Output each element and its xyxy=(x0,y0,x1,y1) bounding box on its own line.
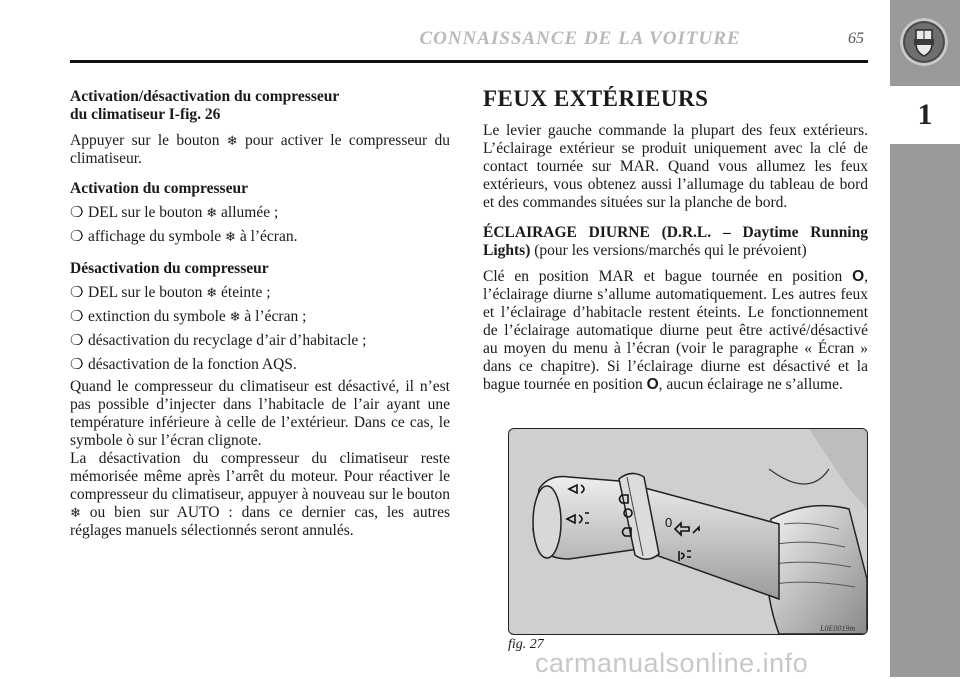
bullet-icon: ❍ xyxy=(70,333,84,349)
bullet-icon: ❍ xyxy=(70,205,84,221)
lever-mark: 0 xyxy=(665,515,673,530)
chapter-sidebar xyxy=(890,0,960,677)
snowflake-icon: ❄ xyxy=(226,133,238,148)
text: , l’éclairage diurne s’allume automatiquement. Les autres feux et l’éclairage d’habitacle restent éteints. Le fonctionnement de l’éclairage automatique diurne peut être activé/désactivé au moyen du menu à l’écran (voir le paragraphe « Écran » dans ce chapitre). Si l’éclairage diurne est désactivé et la bague tournée en position xyxy=(483,268,868,393)
snowflake-icon: ❄ xyxy=(229,309,241,324)
light-stalk-illustration xyxy=(509,429,867,634)
text: à l’écran ; xyxy=(244,308,307,325)
right-column xyxy=(483,88,868,406)
text: , aucun éclairage ne s’allume. xyxy=(658,376,843,393)
subheading-note: (pour les versions/marchés qui le prévoient) xyxy=(534,242,807,259)
text: Clé en position MAR et bague tournée en position xyxy=(483,268,843,285)
text: à l’écran. xyxy=(239,228,298,245)
snowflake-icon: ❄ xyxy=(206,205,218,220)
text: désactivation de la fonction AQS. xyxy=(88,356,297,373)
bullet-icon: ❍ xyxy=(70,229,84,245)
chapter-tab[interactable]: 1 xyxy=(890,86,960,144)
text: Appuyer sur le bouton xyxy=(70,132,220,149)
bullet-icon: ❍ xyxy=(70,285,84,301)
position-o-icon: O xyxy=(852,268,865,285)
snowflake-icon: ❄ xyxy=(206,285,218,300)
text: désactivation du recyclage d’air d’habitacle ; xyxy=(88,332,367,349)
paragraph: Quand le compresseur du climatiseur est désactivé, il n’est pas possible d’injecter dans l’habitacle de l’air ayant une température inférieure à celle de l’extérieur. Dans ce cas, le symbole ò sur l’écran clignote. xyxy=(70,378,450,449)
text: affichage du symbole xyxy=(88,228,222,245)
shield-icon xyxy=(900,18,948,66)
watermark: carmanualsonline.info xyxy=(535,648,809,678)
list-item xyxy=(70,284,450,302)
figure-code: L0E0019m xyxy=(820,624,856,633)
heading-line: du climatiseur I-fig. 26 xyxy=(70,106,221,123)
paragraph xyxy=(70,132,450,168)
figure-light-stalk xyxy=(508,428,868,635)
heading-compressor-toggle xyxy=(70,88,450,124)
subheading: ÉCLAIRAGE DIURNE (D.R.L. – Daytime Running Lights) xyxy=(483,224,868,259)
text: pour activer le compresseur du climatiseur. xyxy=(70,132,451,167)
heading-activation: Activation du compresseur xyxy=(70,180,248,197)
text: La désactivation du compresseur du climatiseur reste mémorisée même après l’arrêt du moteur. Pour réactiver le compresseur du climatiseur, appuyer à nouveau sur le bouton xyxy=(70,450,450,503)
text: DEL sur le bouton xyxy=(88,284,203,301)
bullet-icon: ❍ xyxy=(70,309,84,325)
heading-deactivation: Désactivation du compresseur xyxy=(70,260,269,277)
text: éteinte ; xyxy=(221,284,271,301)
text: allumée ; xyxy=(221,204,279,221)
page-number: 65 xyxy=(848,30,864,47)
paragraph xyxy=(70,450,450,540)
list-item xyxy=(70,356,450,374)
list-item xyxy=(70,228,450,246)
heading-line: Activation/désactivation du compresseur xyxy=(70,88,340,105)
snowflake-icon: ❄ xyxy=(70,505,81,520)
text: extinction du symbole xyxy=(88,308,226,325)
list-item xyxy=(70,332,450,350)
paragraph: Le levier gauche commande la plupart des feux extérieurs. L’éclairage extérieur se produit uniquement avec la clé de contact tournée sur MAR. Quand vous allumez les feux extérieurs, vous obtenez aussi l’allumage du tableau de bord et des commandes situées sur la planche de bord. xyxy=(483,122,868,211)
header-rule xyxy=(70,60,868,63)
figure-caption: fig. 27 xyxy=(508,637,544,652)
left-column xyxy=(70,88,450,552)
paragraph xyxy=(483,268,868,394)
snowflake-icon: ❄ xyxy=(225,229,236,244)
bullet-icon: ❍ xyxy=(70,357,84,373)
list-item xyxy=(70,308,450,326)
lancia-logo xyxy=(900,18,948,66)
list-item xyxy=(70,204,450,222)
text: ou bien sur AUTO : dans ce dernier cas, les autres réglages manuels sélectionnés seront annulés. xyxy=(70,504,450,539)
paragraph xyxy=(483,224,868,260)
page-header-title: CONNAISSANCE DE LA VOITURE xyxy=(419,28,741,49)
section-title: FEUX EXTÉRIEURS xyxy=(483,86,709,111)
text: DEL sur le bouton xyxy=(88,204,203,221)
position-o-icon: O xyxy=(646,376,659,393)
